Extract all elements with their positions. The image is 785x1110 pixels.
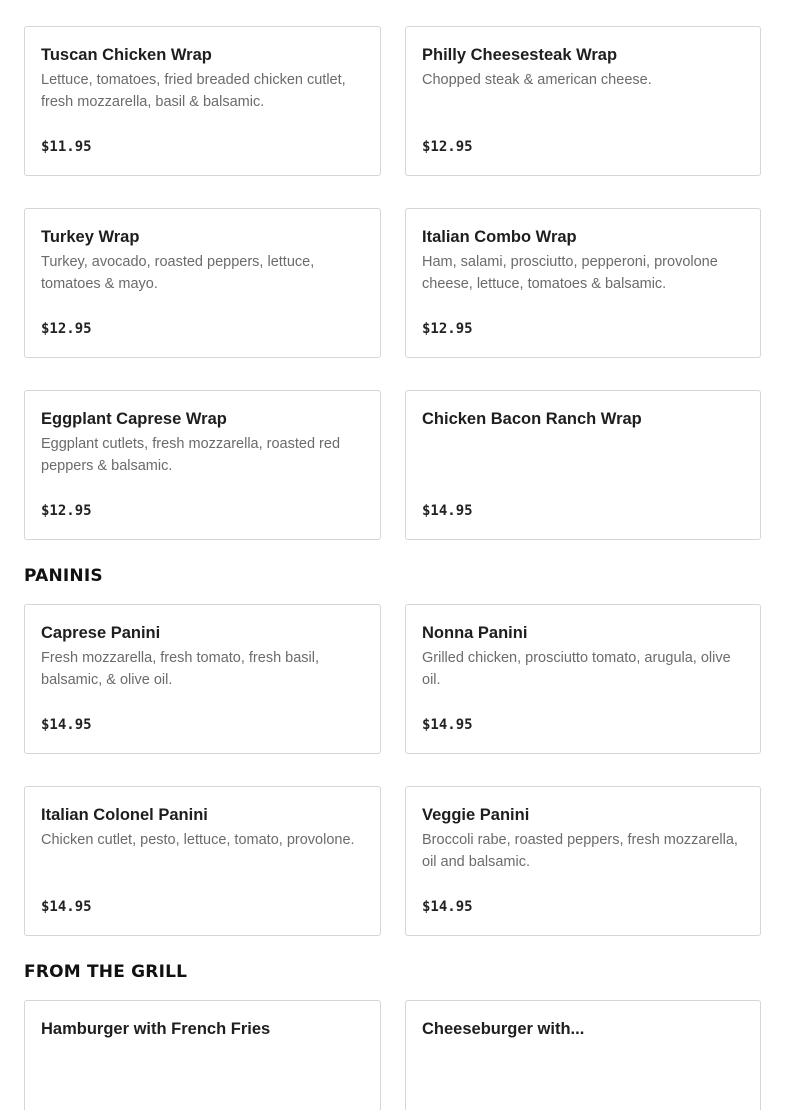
menu-item-price: $14.95 (422, 899, 473, 915)
menu-item-card[interactable] (24, 604, 381, 754)
menu-item-price: $12.95 (422, 139, 473, 155)
menu-item-card[interactable] (405, 26, 761, 176)
menu-item-card[interactable] (405, 390, 761, 540)
menu-item-card[interactable] (24, 208, 381, 358)
menu-item-card[interactable] (405, 786, 761, 936)
grill-grid (24, 1000, 761, 1110)
menu-item-price: $14.95 (41, 717, 92, 733)
menu-item-card[interactable] (24, 786, 381, 936)
menu-item-name: Hamburger with French Fries (41, 1020, 271, 1038)
menu-item-card[interactable] (24, 1000, 381, 1110)
section-heading-from-the-grill: FROM THE GRILL (24, 962, 188, 982)
menu-item-description: Chopped steak & american cheese. (422, 72, 652, 88)
menu-item-name: Chicken Bacon Ranch Wrap (422, 410, 642, 428)
menu-item-description: Fresh mozzarella, fresh tomato, fresh basil, balsamic, & olive oil. (41, 650, 320, 688)
menu-item-description: Turkey, avocado, roasted peppers, lettuce, tomatoes & mayo. (41, 254, 315, 292)
menu-item-name: Nonna Panini (422, 624, 528, 642)
menu-item-name: Tuscan Chicken Wrap (41, 46, 212, 64)
menu-item-card[interactable] (405, 1000, 761, 1110)
menu-item-name: Italian Colonel Panini (41, 806, 208, 824)
menu-item-description: Eggplant cutlets, fresh mozzarella, roasted red peppers & balsamic. (41, 436, 341, 474)
menu-item-description: Chicken cutlet, pesto, lettuce, tomato, provolone. (41, 832, 355, 848)
menu-item-card[interactable] (24, 390, 381, 540)
menu-item-price: $14.95 (422, 503, 473, 519)
menu-item-description: Grilled chicken, prosciutto tomato, arugula, olive oil. (422, 650, 731, 688)
menu-item-description: Lettuce, tomatoes, fried breaded chicken cutlet, fresh mozzarella, basil & balsamic. (41, 72, 346, 110)
menu-item-name: Philly Cheesesteak Wrap (422, 46, 618, 64)
menu-item-name: Veggie Panini (422, 806, 530, 824)
menu-item-price: $11.95 (41, 139, 92, 155)
menu-item-card[interactable] (405, 208, 761, 358)
menu-item-price: $12.95 (41, 503, 92, 519)
menu-item-price: $14.95 (41, 899, 92, 915)
section-heading-paninis: PANINIS (24, 566, 103, 586)
wraps-grid (24, 26, 761, 540)
menu-item-card[interactable] (24, 26, 381, 176)
paninis-grid (24, 604, 761, 936)
menu-item-name: Italian Combo Wrap (422, 228, 577, 246)
menu-item-price: $12.95 (422, 321, 473, 337)
menu-item-description: Broccoli rabe, roasted peppers, fresh mozzarella, oil and balsamic. (422, 832, 738, 870)
menu-item-name: Caprese Panini (41, 624, 161, 642)
menu-item-card[interactable] (405, 604, 761, 754)
menu-item-price: $14.95 (422, 717, 473, 733)
menu-item-name: Turkey Wrap (41, 228, 140, 246)
menu-item-name: Cheeseburger with... (422, 1020, 585, 1038)
menu-item-name: Eggplant Caprese Wrap (41, 410, 227, 428)
menu-item-description: Ham, salami, prosciutto, pepperoni, provolone cheese, lettuce, tomatoes & balsamic. (422, 254, 718, 292)
menu-item-price: $12.95 (41, 321, 92, 337)
